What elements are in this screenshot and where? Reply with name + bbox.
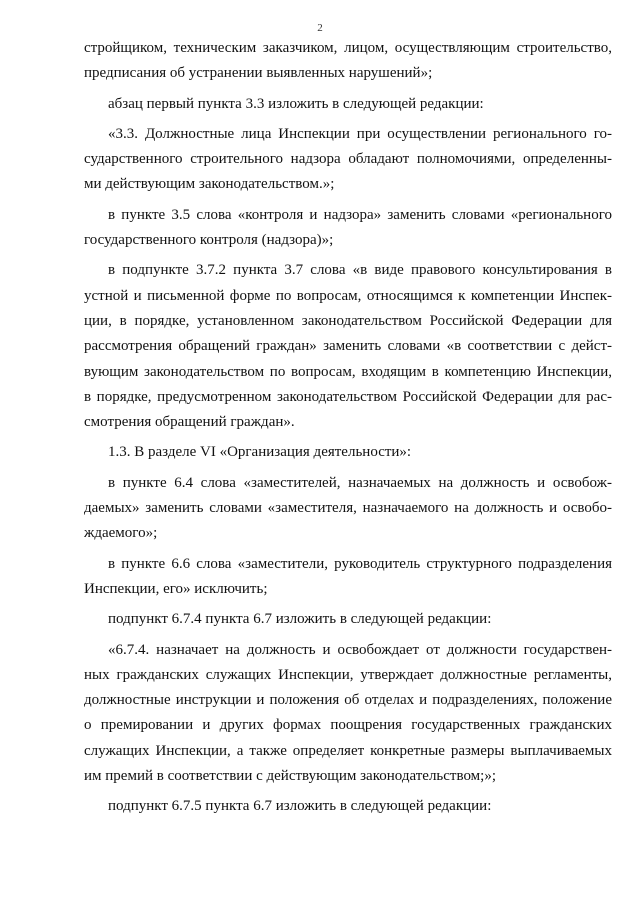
text-line: ных гражданских служащих Инспекции, утверждает должностные регламенты, xyxy=(84,666,612,683)
text-line: Инспекции, его» исключить; xyxy=(84,580,268,597)
text-line: должностные инструкции и положения об отделах и подразделениях, положение xyxy=(84,692,612,709)
text-line: в порядке, предусмотренном законодательством Российской Федерации для рас- xyxy=(84,388,612,405)
page-number: 2 xyxy=(317,22,323,34)
text-line: в пункте 3.5 слова «контроля и надзора» заменить словами «регионального xyxy=(108,206,612,223)
text-line: ми действующим законодательством.»; xyxy=(84,176,335,193)
paragraph xyxy=(84,471,612,547)
text-line: ции, в порядке, установленном законодательством Российской Федерации для xyxy=(84,312,612,329)
text-line: 1.3. В разделе VI «Организация деятельности»: xyxy=(108,444,412,461)
text-line: сударственного строительного надзора обладают полномочиями, определенны- xyxy=(84,151,612,168)
text-line: «3.3. Должностные лица Инспекции при осуществлении регионального го- xyxy=(108,125,612,142)
paragraph xyxy=(84,552,612,603)
paragraph xyxy=(84,92,612,117)
text-line: им премий в соответствии с действующим законодательством;»; xyxy=(84,768,497,785)
text-line: подпункт 6.7.5 пункта 6.7 изложить в следующей редакции: xyxy=(108,798,492,815)
text-line: государственного контроля (надзора)»; xyxy=(84,232,334,249)
text-line: смотрения обращений граждан». xyxy=(84,414,295,431)
text-line: даемых» заменить словами «заместителя, назначаемого на должность и освобо- xyxy=(84,500,612,517)
text-line: стройщиком, техническим заказчиком, лицом, осуществляющим строительство, xyxy=(84,40,612,56)
paragraph xyxy=(84,122,612,198)
document-body xyxy=(84,36,612,820)
text-line: абзац первый пункта 3.3 изложить в следующей редакции: xyxy=(108,95,484,112)
text-line: служащих Инспекции, а также определяет конкретные размеры выплачиваемых xyxy=(84,742,612,759)
paragraph xyxy=(84,203,612,254)
text-line: подпункт 6.7.4 пункта 6.7 изложить в следующей редакции: xyxy=(108,611,492,628)
text-line: в пункте 6.4 слова «заместителей, назначаемых на должность и освобож- xyxy=(108,474,612,491)
paragraph xyxy=(84,794,612,819)
text-line: рассмотрения обращений граждан» заменить словами «в соответствии с дейст- xyxy=(84,338,612,355)
paragraph xyxy=(84,607,612,632)
text-line: о премировании и других формах поощрения государственных гражданских xyxy=(84,717,612,734)
text-line: вующим законодательством по вопросам, входящим в компетенцию Инспекции, xyxy=(84,363,612,380)
text-line: в подпункте 3.7.2 пункта 3.7 слова «в виде правового консультирования в xyxy=(108,262,612,279)
paragraph xyxy=(84,258,612,435)
paragraph xyxy=(84,440,612,465)
text-line: предписания об устранении выявленных нарушений»; xyxy=(84,65,433,82)
text-line: устной и письменной форме по вопросам, относящимся к компетенции Инспек- xyxy=(84,287,612,304)
text-line: «6.7.4. назначает на должность и освобождает от должности государствен- xyxy=(108,641,612,658)
text-line: в пункте 6.6 слова «заместители, руководитель структурного подразделения xyxy=(108,555,612,572)
text-line: ждаемого»; xyxy=(84,525,158,542)
paragraph xyxy=(84,638,612,790)
paragraph xyxy=(84,36,612,87)
